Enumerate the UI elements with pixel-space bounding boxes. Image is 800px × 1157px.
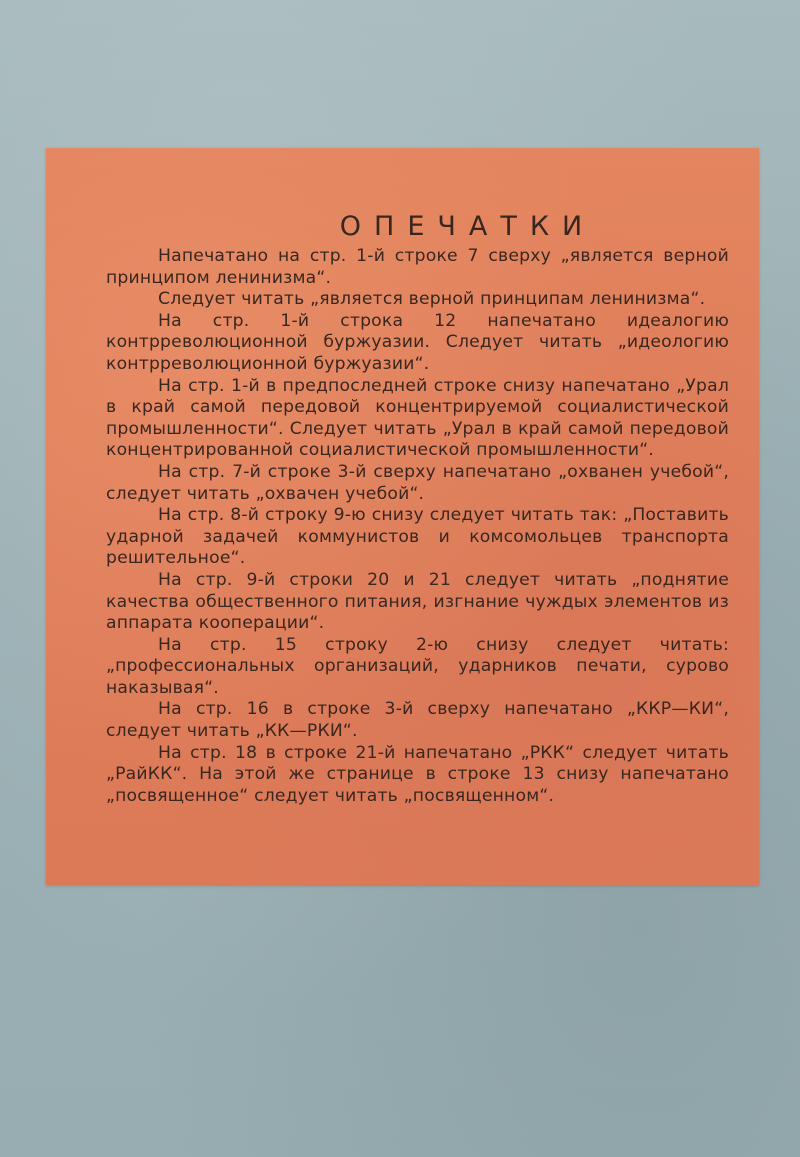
errata-entry: Следует читать „является верной принципам ленинизма“. (158, 289, 706, 310)
errata-entry: На стр. 18 в строке 21-й напечатано „РКК“ следует читать „РайКК“. На этой же странице в строке 13 снизу напечатано „посвященное“ следует читать „посвященном“. (106, 742, 729, 806)
errata-entry: Напечатано на стр. 1-й строке 7 сверху „является верной принципом ленинизма“. (106, 246, 729, 288)
errata-sheet (46, 148, 759, 885)
errata-entry: На стр. 1-й в предпоследней строке снизу напечатано „Урал в край самой передовой концентрируемой социалистической промышленности“. Следует читать „Урал в край самой передовой концентрированной социалистической промышленности“. (106, 375, 729, 461)
errata-entry: На стр. 15 строку 2-ю снизу следует читать: „профессиональных организаций, ударников печати, сурово наказывая“. (106, 634, 729, 698)
errata-entry: На стр. 9-й строки 20 и 21 следует читать „поднятие качества общественного питания, изгнание чуждых элементов из аппарата кооперации“. (106, 569, 729, 634)
errata-entry: На стр. 7-й строке 3-й сверху напечатано „охванен учебой“, следует читать „охвачен учебой“. (106, 461, 729, 504)
errata-entry: На стр. 1-й строка 12 напечатано идеалогию контрреволюционной буржуазии. Следует читать „идеологию контрреволюционной буржуазии“. (106, 310, 729, 374)
page-title: ОПЕЧАТКИ (339, 211, 596, 242)
errata-entry: На стр. 16 в строке 3-й сверху напечатано „ККР—КИ“, следует читать „КК—РКИ“. (106, 699, 729, 742)
errata-entry: На стр. 8-й строку 9-ю снизу следует читать так: „Поставить ударной задачей коммунистов и комсомольцев транспорта решительное“. (106, 505, 729, 569)
errata-list (106, 246, 729, 807)
